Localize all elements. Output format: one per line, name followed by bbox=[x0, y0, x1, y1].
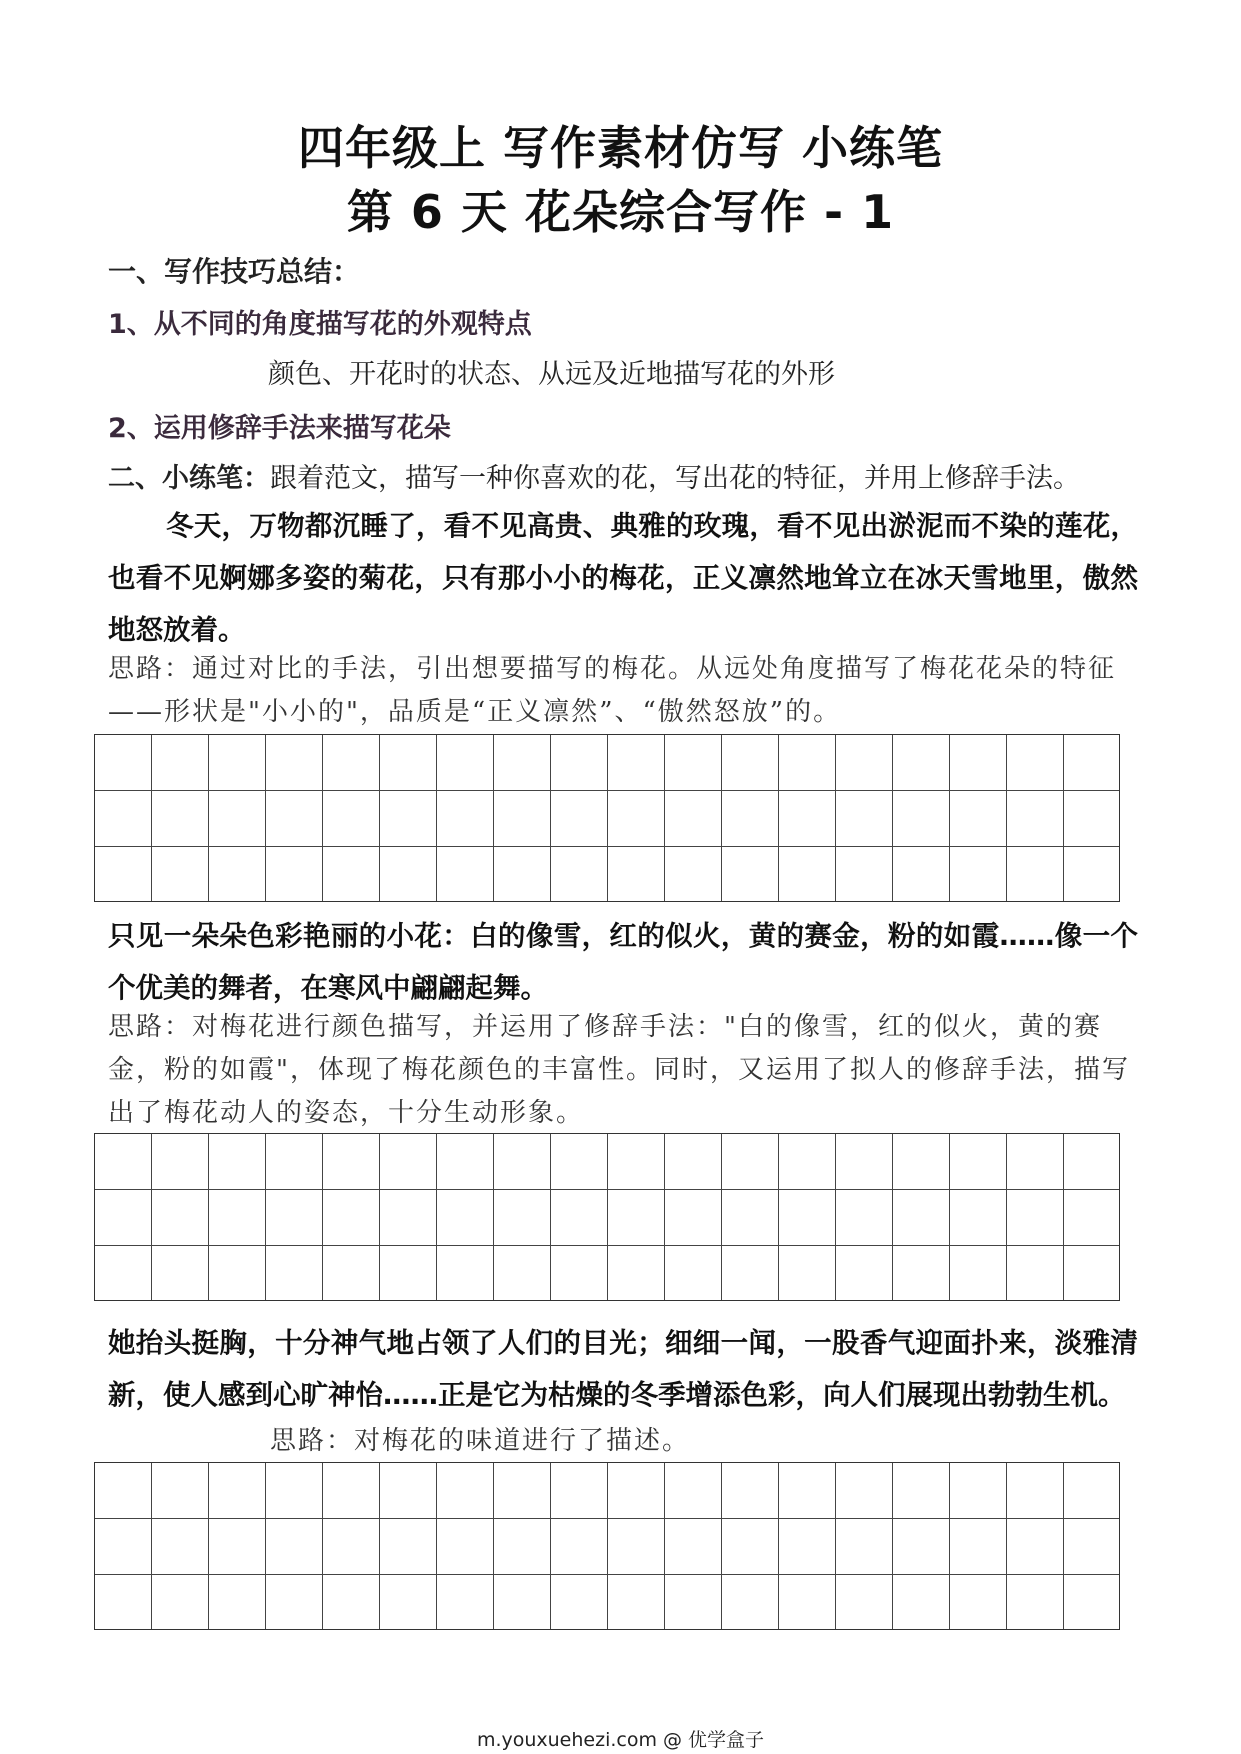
technique-item-2: 2、运用修辞手法来描写花朵 bbox=[108, 413, 451, 444]
model-passage-2: 只见一朵朵色彩艳丽的小花：白的像雪，红的似火，黄的赛金，粉的如霞……像一个个优美的舞者，在寒风中翩翩起舞。 bbox=[108, 920, 1138, 1004]
technique-item-1: 1、从不同的角度描写花的外观特点 bbox=[108, 309, 532, 340]
footer-watermark: m.youxuehezi.com @ 优学盒子 bbox=[476, 1729, 765, 1751]
technique-item-1-desc: 颜色、开花时的状态、从远及近地描写花的外形 bbox=[268, 359, 835, 390]
section2-instruction bbox=[108, 456, 1080, 495]
page-title: 四年级上 写作素材仿写 小练笔 bbox=[297, 121, 944, 175]
writing-grid-1[interactable] bbox=[94, 734, 1120, 902]
model-passage-1: 冬天，万物都沉睡了，看不见高贵、典雅的玫瑰，看不见出淤泥而不染的莲花，也看不见婀娜多姿的菊花，只有那小小的梅花，正义凛然地耸立在冰天雪地里，傲然地怒放着。 bbox=[108, 510, 1138, 646]
passage-2-note: 思路：对梅花进行颜色描写，并运用了修辞手法："白的像雪，红的似火，黄的赛金，粉的如霞"，体现了梅花颜色的丰富性。同时，又运用了拟人的修辞手法，描写出了梅花动人的姿态，十分生动形象。 bbox=[108, 1012, 1130, 1128]
section1-heading: 一、写作技巧总结： bbox=[108, 255, 361, 288]
writing-grid-2[interactable] bbox=[94, 1133, 1120, 1301]
passage-3-note: 思路：对梅花的味道进行了描述。 bbox=[270, 1426, 691, 1456]
writing-grid-3[interactable] bbox=[94, 1462, 1120, 1630]
passage-1-note: 思路：通过对比的手法，引出想要描写的梅花。从远处角度描写了梅花花朵的特征——形状是"小小的"，品质是“正义凛然”、“傲然怒放”的。 bbox=[108, 654, 1117, 727]
model-passage-3: 她抬头挺胸，十分神气地占领了人们的目光；细细一闻，一股香气迎面扑来，淡雅清新，使人感到心旷神怡……正是它为枯燥的冬季增添色彩，向人们展现出勃勃生机。 bbox=[108, 1327, 1138, 1411]
section2-label: 二、小练笔： bbox=[108, 463, 270, 494]
section2-text: 跟着范文，描写一种你喜欢的花，写出花的特征，并用上修辞手法。 bbox=[270, 463, 1080, 494]
page-subtitle: 第 6 天 花朵综合写作 - 1 bbox=[346, 185, 895, 239]
